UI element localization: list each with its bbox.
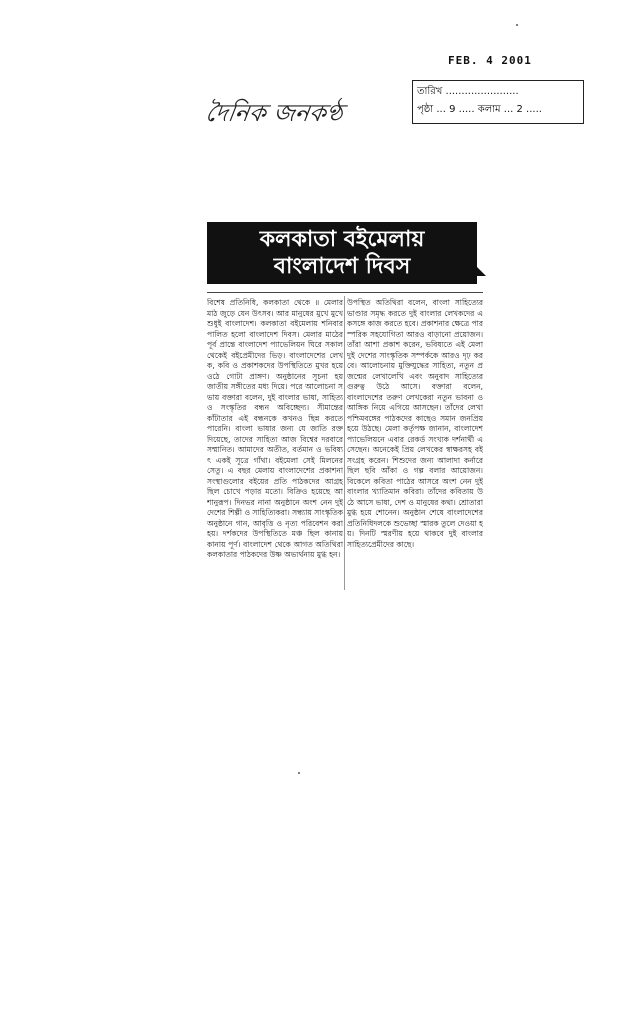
headline-line-2: বাংলাদেশ দিবস xyxy=(273,254,411,279)
stamp-page-column-row: পৃষ্ঠা ... 9 ..... কলাম ... 2 ..... xyxy=(417,104,542,115)
article-column-right: উপস্থিত অতিথিরা বলেন, বাংলা সাহিত্যের ভাণ্ডার সমৃদ্ধ করতে দুই বাংলার লেখকদের একসঙ্গে কাজ করতে হবে। প্রকাশনার ক্ষেত্রে পারস্পরিক সহযোগিতা আরও বাড়ানো প্রয়োজন। তাঁরা আশা প্রকাশ করেন, ভবিষ্যতে এই মেলা দুই দেশের সাংস্কৃতিক সম্পর্ককে আরও দৃঢ় করবে। আলোচনায় মুক্তিযুদ্ধের সাহিত্য, নতুন প্রজন্মের লেখালেখি এবং অনুবাদ সাহিত্যের গুরুত্ব উঠে আসে। বক্তারা বলেন, বাংলাদেশের তরুণ লেখকেরা নতুন ভাবনা ও আঙ্গিক নিয়ে এগিয়ে আসছেন। তাঁদের লেখা পশ্চিমবঙ্গের পাঠকদের কাছেও সমান জনপ্রিয় হয়ে উঠছে। মেলা কর্তৃপক্ষ জানান, বাংলাদেশ প্যাভেলিয়নে এবার রেকর্ড সংখ্যক দর্শনার্থী এসেছেন। অনেকেই প্রিয় লেখকের স্বাক্ষরসহ বই সংগ্রহ করেন। শিশুদের জন্য আলাদা কর্নারে ছিল ছবি আঁকা ও গল্প বলার আয়োজন। বিকেলে কবিতা পাঠের আসরে অংশ নেন দুই বাংলার খ্যাতিমান কবিরা। তাঁদের কবিতায় উঠে আসে ভাষা, দেশ ও মানুষের কথা। শ্রোতারা মুগ্ধ হয়ে শোনেন। অনুষ্ঠান শেষে বাংলাদেশের প্রতিনিধিদলকে শুভেচ্ছা স্মারক তুলে দেওয়া হয়। দিনটি স্মরণীয় হয়ে থাকবে দুই বাংলার সাহিত্যপ্রেমীদের কাছে। xyxy=(347,298,483,549)
stamp-date-row: তারিখ ....................... xyxy=(417,86,519,97)
article-column-left: বিশেষ প্রতিনিধি, কলকাতা থেকে ॥ মেলার মাঠ জুড়ে যেন উৎসব। আর মানুষের মুখে মুখে শুধুই বাংলাদেশ। কলকাতা বইমেলায় শনিবার পালিত হলো বাংলাদেশ দিবস। মেলার মাঠের পূর্ব প্রান্তে বাংলাদেশ প্যাভেলিয়ন ঘিরে সকাল থেকেই বইপ্রেমীদের ভিড়। বাংলাদেশের লেখক, কবি ও প্রকাশকদের উপস্থিতিতে মুখর হয়ে ওঠে গোটা প্রাঙ্গণ। অনুষ্ঠানের সূচনা হয় জাতীয় সঙ্গীতের মধ্য দিয়ে। পরে আলোচনা সভায় বক্তারা বলেন, দুই বাংলার ভাষা, সাহিত্য ও সংস্কৃতির বন্ধন অবিচ্ছেদ্য। সীমান্তের কাঁটাতার এই বন্ধনকে কখনও ছিন্ন করতে পারেনি। বাংলা ভাষার জন্য যে জাতি রক্ত দিয়েছে, তাদের সাহিত্য আজ বিশ্বের দরবারে সম্মানিত। আমাদের অতীত, বর্তমান ও ভবিষ্যৎ একই সূত্রে গাঁথা। বইমেলা সেই মিলনের সেতু। এ বছর মেলায় বাংলাদেশের প্রকাশনা সংস্থাগুলোর বইয়ের প্রতি পাঠকদের আগ্রহ ছিল চোখে পড়ার মতো। বিক্রিও হয়েছে আশানুরূপ। দিনভর নানা অনুষ্ঠানে অংশ নেন দুই দেশের শিল্পী ও সাহিত্যিকরা। সন্ধ্যায় সাংস্কৃতিক অনুষ্ঠানে গান, আবৃত্তি ও নৃত্য পরিবেশন করা হয়। দর্শকদের উপস্থিতিতে মঞ্চ ছিল কানায় কানায় পূর্ণ। বাংলাদেশ থেকে আগত অতিথিরা কলকাতার পাঠকদের উষ্ণ অভ্যর্থনায় মুগ্ধ হন। xyxy=(207,298,343,559)
headline-banner xyxy=(207,222,477,284)
newspaper-masthead: দৈনিক জনকণ্ঠ xyxy=(203,99,345,127)
headline-corner-decoration xyxy=(472,262,486,276)
date-stamp: FEB. 4 2001 xyxy=(448,54,532,67)
scan-speck xyxy=(298,772,300,774)
scan-speck xyxy=(516,24,518,26)
article-top-rule xyxy=(207,292,483,293)
column-divider xyxy=(344,296,345,590)
archive-index-stamp xyxy=(412,80,584,124)
headline-line-1: কলকাতা বইমেলায় xyxy=(259,227,425,252)
